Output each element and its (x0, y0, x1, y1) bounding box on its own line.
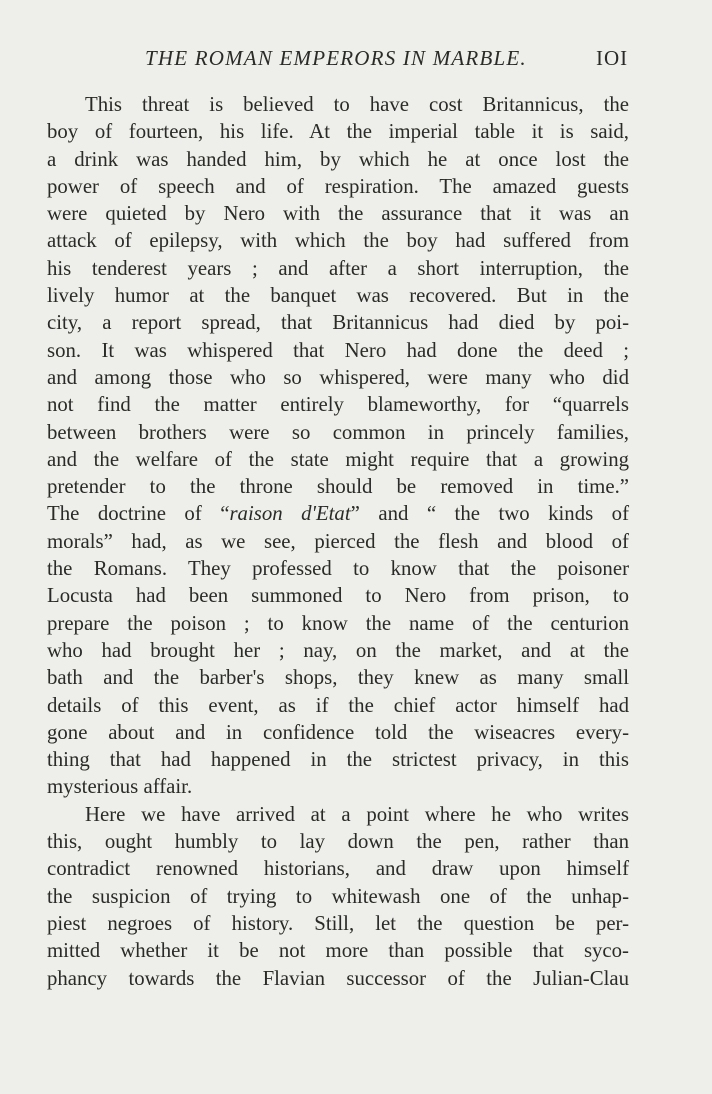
text-line: This threat is believed to have cost Britannicus, the (85, 93, 629, 116)
text-line: lively humor at the banquet was recovered. But in the (47, 284, 629, 308)
text-fragment: The doctrine of “ (47, 502, 230, 526)
text-line: and among those who so whispered, were many who did (47, 365, 629, 389)
text-line: power of speech and of respiration. The amazed guests (47, 174, 629, 198)
page-header (0, 42, 712, 72)
text-line: details of this event, as if the chief actor himself had (47, 693, 629, 717)
text-line: this, ought humbly to lay down the pen, rather than (47, 830, 629, 854)
paragraph-2 (47, 801, 629, 992)
running-title: THE ROMAN EMPERORS IN MARBLE. (145, 46, 527, 70)
text-fragment: ” and “ the two kinds of (350, 502, 629, 526)
text-line: mysterious affair. (47, 775, 193, 799)
italic-phrase: raison d'Etat (229, 502, 351, 526)
text-line: piest negroes of history. Still, let the question be per- (47, 911, 629, 935)
page-number: IOI (596, 46, 629, 70)
text-line: mitted whether it be not more than possible that syco- (47, 939, 629, 963)
text-line: his tenderest years ; and after a short interruption, the (47, 256, 629, 280)
text-line-with-italic (47, 500, 629, 527)
text-line: phancy towards the Flavian successor of the Julian-Clau (47, 966, 629, 990)
text-line: thing that had happened in the strictest privacy, in this (47, 748, 629, 772)
text-line: a drink was handed him, by which he at once lost the (47, 147, 629, 171)
text-line: Here we have arrived at a point where he who writes (85, 802, 629, 826)
text-line: between brothers were so common in princely families, (47, 420, 629, 444)
text-line: the Romans. They professed to know that the poisoner (47, 557, 629, 581)
text-line: pretender to the throne should be removed in time.” (47, 475, 629, 499)
text-line: morals” had, as we see, pierced the flesh and blood of (47, 529, 629, 553)
text-line: son. It was whispered that Nero had done the deed ; (47, 338, 629, 362)
text-line: not find the matter entirely blameworthy, for “quarrels (47, 393, 629, 417)
text-line: bath and the barber's shops, they knew as many small (47, 666, 629, 690)
text-line: prepare the poison ; to know the name of the centurion (47, 611, 629, 635)
text-line: boy of fourteen, his life. At the imperial table it is said, (47, 120, 629, 144)
text-line: and the welfare of the state might require that a growing (47, 447, 629, 471)
paragraph-1 (47, 91, 629, 801)
text-line: gone about and in confidence told the wiseacres every- (47, 720, 629, 744)
text-line: attack of epilepsy, with which the boy had suffered from (47, 229, 629, 253)
text-line: contradict renowned historians, and draw upon himself (47, 857, 629, 881)
text-line: the suspicion of trying to whitewash one of the unhap- (47, 884, 629, 908)
text-line: were quieted by Nero with the assurance that it was an (47, 202, 629, 226)
text-line: who had brought her ; nay, on the market, and at the (47, 638, 629, 662)
body-text (47, 91, 629, 992)
text-line: city, a report spread, that Britannicus had died by poi- (47, 311, 629, 335)
text-line: Locusta had been summoned to Nero from prison, to (47, 584, 629, 608)
